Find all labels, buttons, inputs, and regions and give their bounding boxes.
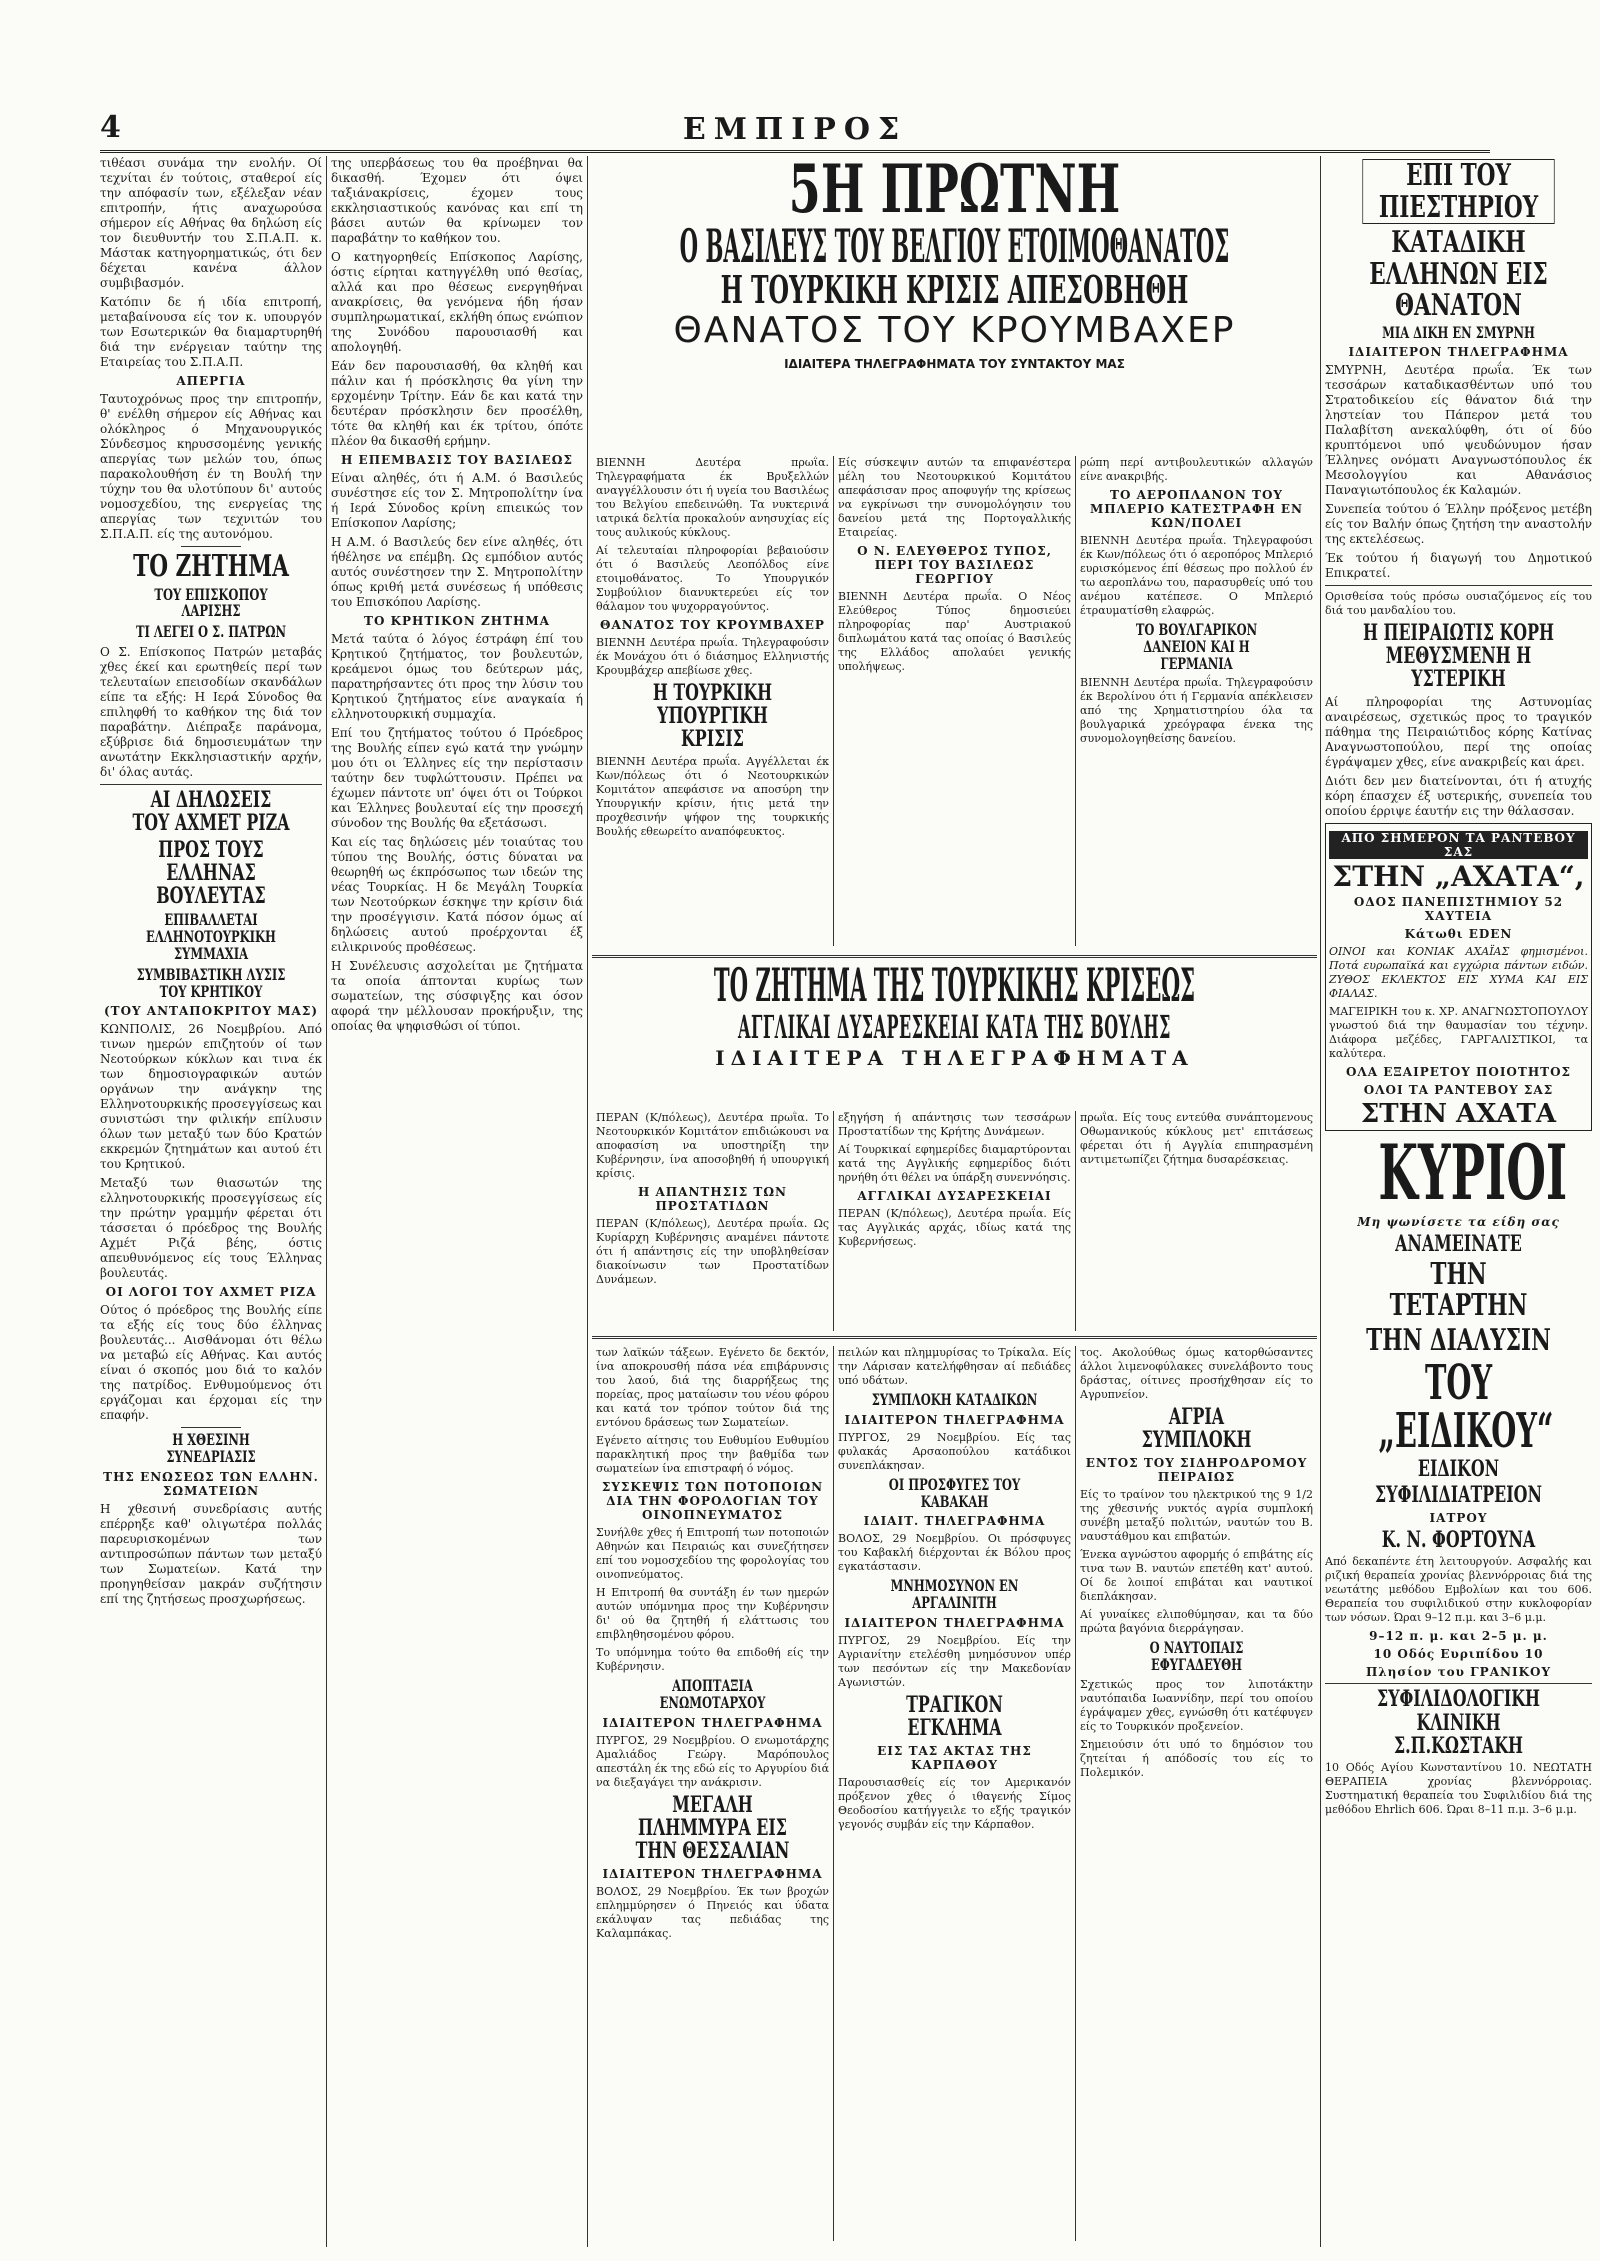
article-text: Επί του ζητήματος τούτου ό Πρόεδρος της Βουλής είπεν εγώ κατά την γνώμην μου ότι οι Έλληνες είς την περίστασιν ταύτην δεν τυφλώττουσιν. Πρέπει να έχωμεν πάντοτε υπ' όψει ότι οι Τούρκοι και Έλληνες βουλευταί είς την προσεχή σύνοδον της Βουλής θα εξετάσωσι. <box>331 726 583 830</box>
column-6 <box>1325 156 1592 2247</box>
article-text: ΒΙΕΝΝΗ Δευτέρα πρωΐα. Τηλεγραφούσι έκ Κων/πόλεως ότι ό αεροπόρος Μπλεριό ευρισκόμενος έπί θέσεως προ πολλού έν τω αεροπλάνω του, παρασυρθείς υπό του ανέμου κατέπεσε. Ο Μπλεριό έτραυματίσθη ελαφρώς. <box>1080 534 1313 617</box>
article-text: ΒΙΕΝΝΗ Δευτέρα πρωΐα. Τηλεγραφούσιν έκ Βερολίνου ότι ή Γερμανία απέκλεισεν από της Χρηματιστηρίου όλα τα βουλγαρικά χρεόγραφα ένεκα της συνομολογηθείσης δανείου. <box>1080 676 1313 746</box>
section-heading: ΙΔΙΑΙΤΕΡΟΝ ΤΗΛΕΓΡΑΦΗΜΑ <box>844 1615 1065 1630</box>
article-text: Αί γυναίκες ελιποθύμησαν, και τα δύο πρώτα βαγόνια διερράγησαν. <box>1080 1608 1313 1636</box>
headline: ΤΡΑΓΙΚΟΝ ΕΓΚΛΗΜΑ <box>906 1691 1003 1742</box>
banner-headline: Η ΤΟΥΡΚΙΚΗ ΚΡΙΣΙΣ ΑΠΕΣΟΒΗΘΗ <box>720 267 1189 313</box>
headline: ΑΠΟΠΤΑΞΙΑ ΕΝΩΜΟΤΑΡΧΟΥ <box>659 1676 766 1712</box>
headline: Η ΠΕΙΡΑΙΩΤΙΣ ΚΟΡΗ ΜΕΘΥΣΜΕΝΗ Η ΥΣΤΕΡΙΚΗ <box>1362 620 1554 693</box>
ad-heading: ΤΟΥ „ΕΙΔΙΚΟΥ“ <box>1378 1355 1554 1460</box>
headline: ΙΔΙΑΙΤΕΡΑ ΤΗΛΕΓΡΑΦΗΜΑΤΑ <box>715 1046 1194 1070</box>
section-heading: ΤΟ ΑΕΡΟΠΛΑΝΟΝ ΤΟΥ ΜΠΛΕΡΙΟ ΚΑΤΕΣΤΡΑΦΗ ΕΝ ΚΩΝ/ΠΟΛΕΙ <box>1090 488 1303 530</box>
article-text: Εάν δεν παρουσιασθή, θα κληθή και πάλιν και ή πρόσκλησις θα γίνη την ερχομένην Τρίτην. Εάν δε και κατά την δευτέραν πρόσκλησιν δεν προσέλθη, τότε θα κληθή και έκ τρίτου, όπότε πλέον θα δικασθή ερήμην. <box>331 359 583 448</box>
section-heading: ΙΔΙΑΙΤ. ΤΗΛΕΓΡΑΦΗΜΑ <box>863 1514 1046 1529</box>
article-text: Αί Τουρκικαί εφημερίδες διαμαρτύρονται κατά της Αγγλικής εφημερίδος διότι ηρνήθη ότι θέλει να ύπάρξη συνεννόησις. <box>838 1143 1071 1184</box>
ad-heading: ΤΗΝ ΤΕΤΑΡΤΗΝ <box>1389 1256 1528 1324</box>
news-column <box>592 1111 833 1331</box>
ad-text: Από δεκαπέντε έτη λειτουργούν. Ασφαλής και ριζική θεραπεία χρονίας βλεννόρροιας διά της νεωτάτης μεθόδου Εμβολίων και του 606. Θεραπεία του συφιλιδικού στην κυκλοφορίαν των νόσων. Ώραι 9–12 π.μ. και 3–6 μ.μ. <box>1325 1555 1592 1625</box>
article-text: Είναι αληθές, ότι ή Α.Μ. ό Βασιλεύς συνέστησε είς τον Σ. Μητροπολίτην ίνα ή Ιερά Σύνοδος κρίνη επιεικώς τον Επίσκοπον Λαρίσης; <box>331 471 583 530</box>
column-2 <box>331 156 583 2247</box>
article-text: ρώπη περί αντιβουλευτικών αλλαγών είνε ανακριβής. <box>1080 456 1313 483</box>
headline: ΑΙ ΔΗΛΩΣΕΙΣ ΤΟΥ ΑΧΜΕΤ ΡΙΖΑ <box>132 786 290 836</box>
headline: ΜΝΗΜΟΣΥΝΟΝ ΕΝ ΑΡΓΑΛΙΝΙΤΗ <box>890 1576 1019 1613</box>
headline: Ο ΝΑΥΤΟΠΑΙΣ ΕΦΥΓΑΔΕΥΘΗ <box>1149 1638 1244 1674</box>
center-spread <box>592 150 1317 2246</box>
headline: ΤΟΥ ΕΠΙΣΚΟΠΟΥ ΛΑΡΙΣΗΣ <box>154 584 268 621</box>
news-column <box>833 1111 1075 1331</box>
news-column <box>1075 456 1317 946</box>
ad-text: 10 Οδός Αγίου Κωνσταντίνου 10. ΝΕΩΤΑΤΗ ΘΕΡΑΠΕΙΑ χρονίας βλεννόρροιας. Συστηματική θεραπεία του Συφιλιδίου διά της μεθόδου Ehrlich 606. Ώραι 8–11 π.μ. 3–6 μ.μ. <box>1325 1760 1592 1816</box>
ad-text: Μη ψωνίσετε τα είδη σας <box>1357 1214 1560 1229</box>
headline: ΕΠΙΒΑΛΛΕΤΑΙ ΕΛΛΗΝΟΤΟΥΡΚΙΚΗ ΣΥΜΜΑΧΙΑ <box>146 910 276 963</box>
headline: ΠΡΟΣ ΤΟΥΣ ΕΛΛΗΝΑΣ ΒΟΥΛΕΥΤΑΣ <box>156 837 266 910</box>
ad-stin: ΣΤΗΝ <box>1332 859 1426 893</box>
section-heading: Ο Ν. ΕΛΕΥΘΕΡΟΣ ΤΥΠΟΣ, ΠΕΡΙ ΤΟΥ ΒΑΣΙΛΕΩΣ ΓΕΩΡΓΙΟΥ <box>857 544 1052 586</box>
ad-heading: Κ. Ν. ΦΟΡΤΟΥΝΑ <box>1381 1527 1536 1554</box>
article-text: ΒΟΛΟΣ, 29 Νοεμβρίου. Έκ των βροχών επλημμύρησεν ό Πηνειός και ύδατα εκάλυψαν τας πεδιάδας της Καλαμπάκας. <box>596 1884 829 1940</box>
headline: ΣΥΜΠΛΟΚΗ ΚΑΤΑΔΙΚΩΝ <box>871 1390 1038 1409</box>
article-text: Ο κατηγορηθείς Επίσκοπος Λαρίσης, όστις είρηται κατηγγέλθη υπό θεσίας, αλλά και προ θέσεως ενεργηθήναι ανακρίσεις, θα γενόμενα ήδη ήσαν συμπληρωματικαί, εκλήθη όπως ενώπιον της Συνόδου παρουσιασθή και απολογηθή. <box>331 250 583 354</box>
divider <box>592 1336 1317 1339</box>
article-text: της υπερβάσεως του θα προέβηναι θα δικασθή. Έχομεν ότι όψει ταξιάνακρίσεις, έχομεν τους εκκλησιαστικούς κανόνας και επί τη βάσει αυτών θα κρίνωμεν τον παραβάτην το καθήκον του. <box>331 156 583 245</box>
byline: (ΤΟΥ ΑΝΤΑΠΟΚΡΙΤΟΥ ΜΑΣ) <box>103 1004 319 1019</box>
divider <box>181 1427 241 1428</box>
page-number: 4 <box>100 110 121 145</box>
section-heading: Η ΕΠΕΜΒΑΣΙΣ ΤΟΥ ΒΑΣΙΛΕΩΣ <box>341 453 573 467</box>
column-rule <box>326 156 327 2247</box>
article-text: ΠΕΡΑΝ (Κ/πόλεως), Δευτέρα πρωΐα. Είς τας Αγγλικάς αρχάς, ιδίως κατά της Κυβερνήσεως. <box>838 1207 1071 1248</box>
headline: ΤΟ ΖΗΤΗΜΑ ΤΗΣ ΤΟΥΡΚΙΚΗΣ ΚΡΙΣΕΩΣ <box>713 958 1196 1012</box>
article-text: Σημειούσιν ότι υπό το δημόσιον του ζητείται ή απόδοσίς του είς το Πολεμικόν. <box>1080 1737 1313 1779</box>
headline: Η ΧΘΕΣΙΝΗ ΣΥΝΕΔΡΙΑΣΙΣ <box>166 1430 256 1467</box>
article-text: Διότι δεν μεν διατείνονται, ότι ή ατυχής κόρη έπασχεν έξ υστερικής, συνεπεία του οποίου έρριψε έαυτήν εις την θάλασσαν. <box>1325 773 1592 818</box>
headline: ΤΟ ΖΗΤΗΜΑ <box>133 549 289 584</box>
article-text: Αί πληροφορίαι της Αστυνομίας αναιρέσεως, σχετικώς προς το τραγικόν πάθημα της Πειραιώτιδος κόρης Κατίνας Αναγνωστοπούλου, περί της οποίας έγράψαμεν χθες, είνε ανακριβείς και άρει. <box>1325 694 1592 769</box>
headline: ΤΟ ΒΟΥΛΓΑΡΙΚΟΝ ΔΑΝΕΙΟΝ ΚΑΙ Η ΓΕΡΜΑΝΙΑ <box>1135 620 1258 673</box>
section-heading: ΑΠΕΡΓΙΑ <box>176 374 246 388</box>
headline: ΤΙ ΛΕΓΕΙ Ο Σ. ΠΑΤΡΩΝ <box>135 622 287 642</box>
article-text: ΒΙΕΝΝΗ Δευτέρα πρωΐα. Τηλεγραφούσιν έκ Μονάχου ότι ό διάσημος Ελληνιστής Κρουμβάχερ απεβίωσε χθες. <box>596 636 829 677</box>
ad-heading: ΟΛΟΙ ΤΑ ΡΑΝΤΕΒΟΥ ΣΑΣ <box>1363 1082 1554 1097</box>
section-heading: Η ΑΠΑΝΤΗΣΙΣ ΤΩΝ ΠΡΟΣΤΑΤΙΔΩΝ <box>637 1185 788 1213</box>
banner-subline: ΙΔΙΑΙΤΕΡΑ ΤΗΛΕΓΡΑΦΗΜΑΤΑ ΤΟΥ ΣΥΝΤΑΚΤΟΥ ΜΑΣ <box>784 357 1125 372</box>
column-rule <box>1320 156 1321 2247</box>
divider <box>1325 1683 1592 1684</box>
ad-heading: ΕΙΔΙΚΟΝ <box>1417 1456 1500 1483</box>
headline: ΣΥΜΒΙΒΑΣΤΙΚΗ ΛΥΣΙΣ ΤΟΥ ΚΡΗΤΙΚΟΥ <box>136 964 286 1001</box>
news-column <box>592 456 833 946</box>
article-text: τος. Ακολούθως όμως κατορθώσαντες άλλοι λιμενοφύλακες συνελάβοντο τους δράστας, οίτινες προσήχθησαν είς το Αγρυπνείον. <box>1080 1346 1313 1401</box>
headline: ΟΙ ΠΡΟΣΦΥΓΕΣ ΤΟΥ ΚΑΒΑΚΑΗ <box>888 1474 1021 1511</box>
ad-text: Πλησίον του ΓΡΑΝΙΚΟΥ <box>1365 1665 1552 1680</box>
news-column <box>833 1346 1075 2241</box>
article-text: ΠΕΡΑΝ (Κ/πόλεως), Δευτέρα πρωΐα. Το Νεοτουρκικόν Κομιτάτον επιδιώκουσι να αποφασίση να υποστηρίξη την Κυβέρνησιν, ίνα αποσοβηθή ή υπουργική κρίσις. <box>596 1111 829 1180</box>
ad-title <box>1329 859 1588 893</box>
column-1 <box>100 156 322 2247</box>
article-text: Συνήλθε χθες ή Επιτροπή των ποτοποιών Αθηνών και Πειραιώς και συνεζήτησεν επί του νομοσχεδίου της φορολογίας του οινοπνεύματος. <box>596 1526 829 1581</box>
article-text: Ταυτοχρόνως προς την επιτροπήν, θ' ενέλθη σήμερον είς Αθήνας και ολόκληρος ό Μηχανουργικός Σύνδεσμος κηρυσσομένης γενικής απεργίας των μελών του, όπως παρακολουθήση έν τη Βουλή την τύχην του θα υλοτύπουν δι' αυτούς νομοσχεδίου, της ενεργείας της απεργίας των τεχνιτών του Σ.Π.Α.Π. είς της αυτονόμου. <box>100 392 322 541</box>
news-column <box>1075 1346 1317 2241</box>
article-text: Η Επιτροπή θα συντάξη έν των ημερών αυτών υπόμνημα προς την Κυβέρνησιν δι' ού θα ζητηθή ή ελάττωσις του επιβληθησομένου φόρου. <box>596 1586 829 1641</box>
headline: ΑΓΓΛΙΚΑΙ ΔΥΣΑΡΕΣΚΕΙΑΙ ΚΑΤΑ ΤΗΣ ΒΟΥΛΗΣ <box>738 1008 1171 1046</box>
section-heading: ΤΟ ΚΡΗΤΙΚΟΝ ΖΗΤΗΜΑ <box>364 614 550 628</box>
ad-address: ΟΔΟΣ ΠΑΝΕΠΙΣΤΗΜΙΟΥ 52 ΧΑΥΤΕΙΑ <box>1353 894 1564 923</box>
paper-title: ΕΜΠΙΡΟΣ <box>682 112 908 147</box>
headline: ΜΕΓΑΛΗ ΠΛΗΜΜΥΡΑ ΕΙΣ ΤΗΝ ΘΕΣΣΑΛΙΑΝ <box>635 1791 790 1864</box>
advertisement-axata <box>1325 823 1592 1131</box>
masthead <box>100 110 1490 153</box>
section-heading: ΙΔΙΑΙΤΕΡΟΝ ΤΗΛΕΓΡΑΦΗΜΑ <box>1348 345 1569 360</box>
section-heading: ΙΔΙΑΙΤΕΡΟΝ ΤΗΛΕΓΡΑΦΗΜΑ <box>602 1715 823 1730</box>
news-column <box>833 456 1075 946</box>
banner-headline: 5Η ΠΡΩΤΝΗ <box>788 150 1121 228</box>
headline: ΚΑΤΑΔΙΚΗ ΕΛΛΗΝΩΝ ΕΙΣ ΘΑΝΑΤΟΝ <box>1369 225 1548 323</box>
article-text: ΠΥΡΓΟΣ, 29 Νοεμβρίου. Ο ενωμοτάρχης Αμαλιάδος Γεώργ. Μαρόπουλος απεστάλη έκ της εδώ είς το Αργυρίου διά να διεξαγάγει την ανάκρισιν. <box>596 1733 829 1789</box>
section-heading: ΟΙ ΛΟΓΟΙ ΤΟΥ ΑΧΜΕΤ ΡΙΖΑ <box>105 1285 317 1300</box>
article-text: Μετά ταύτα ό λόγος έστράφη έπί του Κρητικού ζητήματος, τον βουλευτών, κρεάμενοι όμως του δεύτερων μάς, παρατηρήσαντες ότι προς την λύσιν του Κρητικού ζητήματος είνε αναγκαία ή ελληνοτουρκική συμμαχία. <box>331 632 583 721</box>
article-text: ΒΙΕΝΝΗ Δευτέρα πρωΐα. Ο Νέος Ελεύθερος Τύπος δημοσιεύει πληροφορίας παρ' Αυστριακού διπλωμάτου κατά τας οποίας ό Βασιλεύς της Ελλάδος απολαύει γενικής υπολήψεως. <box>838 590 1071 673</box>
article-text: Σχετικώς προς τον λιποτάκτην ναυτόπαιδα Ιωαννίδην, περί του οποίου έγράψαμεν χθες, εγνώσθη ότι κατέφυγεν είς το Τουρκικόν προξενείον. <box>1080 1677 1313 1733</box>
ad-text: ΜΑΓΕΙΡΙΚΗ του κ. ΧΡ. ΑΝΑΓΝΩΣΤΟΠΟΥΛΟΥ γνωστού διά την θαυμασίαν του τέχνην. Διάφορα μεζέδες, ΓΑΡΓΑΛΙΣΤΙΚΟΙ, τα καλύτερα. <box>1329 1004 1588 1060</box>
divider <box>181 546 241 547</box>
article-text: ΒΙΕΝΝΗ Δευτέρα πρωΐα. Αγγέλλεται έκ Κων/πόλεως ότι ό Νεοτουρκικών Κομιτάτον απεφάσισε να αποσύρη την Υπουργικήν κρίσιν, ήτις μετά την προχθεσινήν ψήφον της τουρκικής Βουλής εθεωρείτο αναπόφευκτος. <box>596 755 829 839</box>
section-heading: ΙΔΙΑΙΤΕΡΟΝ ΤΗΛΕΓΡΑΦΗΜΑ <box>844 1412 1065 1427</box>
article-text: Ένεκα αγνώστου αφορμής ό επιβάτης είς τινα των Β. ναυτών επετέθη κατ' αυτού. Οί δε λοιποί επιβάται και ναυτικοί διεπλάκησαν. <box>1080 1548 1313 1604</box>
article-text: Ο Σ. Επίσκοπος Πατρών μεταβάς χθες έκεί και ερωτηθείς περί των τελευταίων επεισοδίων σκανδάλων είπε τα εξής: Η Ιερά Σύνοδος θα επιληφθή το καθήκον της διά τον παραβάτην. Διέπραξε παράνομα, εξύβρισε διά δημοσιευμάτων την ανωτάτην Εκκλησιαστικήν αρχήν, δι' όλας αυτάς. <box>100 644 322 779</box>
article-text: τιθέασι συνάμα την ενολήν. Οί τεχνίται έν τούτοις, σταθεροί είς την απόφασίν των, εξέλεξαν νέαν επιτροπήν, ήτις αναχωρούσα σήμερον είς Αθήνας θα δηλώση είς τον διευθυντήν του Σ.Π.Α.Π. κ. Μάστακ κατηγορηματικώς, ότι δεν δέχεται κανένα άλλον συμβιβασμόν. <box>100 156 322 290</box>
headline: ΑΓΡΙΑ ΣΥΜΠΛΟΚΗ <box>1141 1404 1252 1454</box>
ad-text: ΟΙΝΟΙ και ΚΟΝΙΑΚ ΑΧΑΪΑΣ φημισμένοι. Ποτά ευρωπαϊκά και εγχώρια πάντων ειδών. ΖΥΘΟΣ ΕΚΛΕΚΤΟΣ ΕΙΣ ΧΥΜΑ ΚΑΙ ΕΙΣ ΦΙΑΛΑΣ. <box>1329 944 1588 1000</box>
section-heading: ΑΓΓΛΙΚΑΙ ΔΥΣΑΡΕΣΚΕΙΑΙ <box>857 1189 1052 1203</box>
section-heading: ΘΑΝΑΤΟΣ ΤΟΥ ΚΡΟΥΜΒΑΧΕΡ <box>600 618 825 632</box>
turkish-crisis-block <box>592 951 1317 1070</box>
ad-text: 10 Οδός Ευριπίδου 10 <box>1373 1647 1544 1662</box>
banner-headline: Ο ΒΑΣΙΛΕΥΣ ΤΟΥ ΒΕΛΓΙΟΥ ΕΤΟΙΜΟΘΑΝΑΤΟΣ <box>679 219 1230 273</box>
article-text: των λαϊκών τάξεων. Εγένετο δε δεκτόν, ίνα αποκρουσθή πάσα νέα επιβάρυνσις του λαού, διά της διαρρήξεως της πορείας, προς ματαίωσιν του νέου φόρου και κατά τον τρόπον τούτον διά της εντόνου δράσεως των Σωματείων. <box>596 1346 829 1429</box>
headline: Η ΤΟΥΡΚΙΚΗ ΥΠΟΥΡΓΙΚΗ ΚΡΙΣΙΣ <box>652 680 773 753</box>
article-text: ΒΙΕΝΝΗ Δευτέρα πρωΐα. Τηλεγραφήματα έκ Βρυξελλών αναγγέλλουσιν ότι ή υγεία του Βασιλέως του Βελγίου επεδεινώθη. Τα νυκτερινά ιατρικά δελτία προκαλούν ανησυχίας είς τους αυλικούς κύκλους. <box>596 456 829 539</box>
news-column <box>592 1346 833 2241</box>
article-text: εξηγήση ή απάντησις των τεσσάρων Προστατίδων της Κρήτης Δυνάμεων. <box>838 1111 1071 1138</box>
section-heading: ΙΔΙΑΙΤΕΡΟΝ ΤΗΛΕΓΡΑΦΗΜΑ <box>602 1866 823 1881</box>
ad-heading: ΑΝΑΜΕΙΝΑΤΕ <box>1395 1230 1522 1257</box>
ad-title: ΣΤΗΝ ΑΧΑΤΑ <box>1360 1098 1557 1129</box>
ad-eden: Κάτωθι EDEN <box>1404 926 1513 941</box>
article-text: Ορισθείσα τούς πρόσω ουσιαζόμενος είς του διά του μανδαλίου του. <box>1325 590 1592 618</box>
column-rule <box>587 156 588 2247</box>
article-text: ΚΩΝΠΟΛΙΣ, 26 Νοεμβρίου. Από τινων ημερών επιζητούν οί των Νεοτούρκων κύκλων και τινα έκ των δημοσιογραφικών αυτών οργάνων την ανάγκην της Ελληνοτουρκικής προσεγγίσεως και συνιστώσι την φιλικήν επίλυσιν όλων των μεταξύ των δύο Κρατών εκκρεμών ζητημάτων και αυτού έτι του Κρητικού. <box>100 1022 322 1172</box>
ad-heading: ΙΑΤΡΟΥ <box>1429 1511 1488 1526</box>
ad-heading: ΟΛΑ ΕΞΑΙΡΕΤΟΥ ΠΟΙΟΤΗΤΟΣ <box>1345 1064 1572 1079</box>
ad-text: 9–12 π. μ. και 2–5 μ. μ. <box>1369 1629 1548 1644</box>
section-heading: ΕΙΣ ΤΑΣ ΑΚΤΑΣ ΤΗΣ ΚΑΡΠΑΘΟΥ <box>877 1744 1032 1773</box>
section-heading: ΕΝΤΟΣ ΤΟΥ ΣΙΔΗΡΟΔΡΟΜΟΥ ΠΕΙΡΑΙΩΣ <box>1085 1456 1308 1485</box>
article-text: Η Συνέλευσις ασχολείται με ζητήματα τα οποία άπτονται κυρίως των σωματείων, της σύσφιγξης και όσον αφορά την μέλλουσαν προκήρυξιν, της οποίας θα ψηφισθώσι οί τύποι. <box>331 959 583 1033</box>
section-heading: ΣΥΣΚΕΨΙΣ ΤΩΝ ΠΟΤΟΠΟΙΩΝ ΔΙΑ ΤΗΝ ΦΟΡΟΛΟΓΙΑΝ ΤΟΥ ΟΙΝΟΠΝΕΥΜΑΤΟΣ <box>601 1480 824 1522</box>
article-text: Είς σύσκεψιν αυτών τα επιφανέστερα μέλη του Νεοτουρκικού Κομιτάτου απεφάσισαν προς αποφυγήν της κρίσεως να εγκρίνωσι την συνομολόγησιν του δανείου μετά της Πορτογαλλικής Εταιρείας. <box>838 456 1071 539</box>
headline: ΕΠΙ ΤΟΥ ΠΙΕΣΤΗΡΙΟΥ <box>1362 159 1554 224</box>
article-text: Η χθεσινή συνεδρίασις αυτής επέρρηξε καθ' ολιγωτέρα πολλάς παρευρισκομένων των αντιπροσώπων πάντων των μεταξύ των Σωματείων. Κατά την προηγηθείσαν μακράν συζήτησιν επί της ζητήσεως προσχωρήσεως. <box>100 1501 322 1606</box>
article-text: Το υπόμνημα τούτο θα επιδοθή είς την Κυβέρνησιν. <box>596 1646 829 1673</box>
article-text: πειλών και πλημμυρίσας το Τρίκαλα. Είς την Λάρισαν κατελήφθησαν αί πεδιάδες υπό υδάτων. <box>838 1346 1071 1387</box>
news-column <box>1075 1111 1317 1331</box>
article-text: Έκ τούτου ή διαγωγή του Δημοτικού Επικρατεί. <box>1325 551 1592 581</box>
article-text: πρωΐα. Είς τους εντεύθα συνάπτομενους Οθωμανικούς κύκλους μετ' επιτάσεως φέρεται ότι ή Αγγλία επιπηρασμένη αντιμετωπίζει ζήτημα δυσαρέσκειας. <box>1080 1111 1313 1166</box>
section-heading: ΤΗΣ ΕΝΩΣΕΩΣ ΤΩΝ ΕΛΛΗΝ. ΣΩΜΑΤΕΙΩΝ <box>103 1469 319 1498</box>
ad-heading: ΑΠΟ ΣΗΜΕΡΟΝ ΤΑ ΡΑΝΤΕΒΟΥ ΣΑΣ <box>1329 831 1588 859</box>
ad-heading: ΣΥΦΙΛΙΔΙΑΤΡΕΙΟΝ <box>1375 1482 1542 1509</box>
article-text: ΒΟΛΟΣ, 29 Νοεμβρίου. Οι πρόσφυγες του Καβακλή διέρχονται έκ Βόλου προς εγκατάστασιν. <box>838 1532 1071 1574</box>
article-text: Ούτος ό πρόεδρος της Βουλής είπε τα εξής είς τους δύο έλληνας βουλευτάς... Αισθάνομαι ότι θέλω να μεταβώ είς Αθήνας. Και αυτός είναι ό σκοπός μου διά το καλόν της πατρίδος. Ενθυμούμενος ότι εργάζομαι και έρχομαι είς την επαφήν. <box>100 1303 322 1423</box>
article-text: ΣΜΥΡΝΗ, Δευτέρα πρωΐα. Έκ των τεσσάρων καταδικασθέντων υπό του Στρατοδικείου είς θάνατον διά την ληστείαν του Πάπερον μετά του Παλαβίτση ανεκαλύφθη, ότι οί δύο κρυπτόμενοι υπό ψευδώνυμον ήσαν Έλληνες ονόματι Αναγνωστόπουλος έκ Μεσολογγίου και Αθανάσιος Παναγιωτόπουλος έκ Καλαμών. <box>1325 363 1592 498</box>
news-grid <box>592 456 1317 946</box>
article-text: Εγένετο αίτησις του Ευθυμίου Ευθυμίου παρακλητική προς την βαθμίδα των σωματείων ίνα επιστραφή ό νόμος. <box>596 1434 829 1475</box>
article-text: ΠΕΡΑΝ (Κ/πόλεως), Δευτέρα πρωΐα. Ως Κυρίαρχη Κυβέρνησις αναμένει πάντοτε ότι ή απάντησις είς την υποβληθείσαν διακοίνωσιν των Προστατίδων Δυνάμεων. <box>596 1217 829 1286</box>
divider <box>100 784 322 785</box>
article-text: Είς το τραίνον του ηλεκτρικού της 9 1/2 της χθεσινής νυκτός αγρία συμπλοκή συνέβη μεταξύ πολιτών, ναυτών του Β. ναυστάθμου και επιβατών. <box>1080 1488 1313 1544</box>
article-text: Αί τελευταίαι πληροφορίαι βεβαιούσιν ότι ό Βασιλεύς Λεοπόλδος είνε ετοιμοθάνατος. Το Υπουργικόν Συμβούλιον διανυκτερεύει είς τον θάλαμον του ψυχορραγούντος. <box>596 544 829 613</box>
article-text: Και είς τας δηλώσεις μέν τοιαύτας του τύπου της Βουλής, όστις δύναται να θεωρηθή ως έκπρόσωπος των ιδεών της νέας Τουρκίας. Η δε Μεγάλη Τουρκία των Νεοτούρκων έσκηψε την κρίσιν διά την προσέγγισιν. Κατά πόσον όμως αί δηλώσεις αυτού προέρχονται έξ ειλικρινούς προθέσεως. <box>331 835 583 954</box>
article-text: Κατόπιν δε ή ιδία επιτροπή, μεταβαίνουσα είς τον κ. υπουργόν των Εσωτερικών θα διαμαρτυρηθή διά την ενέργειαν ταύτην της Εταιρείας του Σ.Π.Α.Π. <box>100 295 322 369</box>
divider <box>1325 585 1592 586</box>
banner-headline: ΘΑΝΑΤΟΣ ΤΟΥ ΚΡΟΥΜΒΑΧΕΡ <box>673 310 1236 352</box>
article-text: Μεταξύ των θιασωτών της ελληνοτουρκικής προσεγγίσεως είς την πρώτην γραμμήν φέρεται ότι τάσσεται ό πρόεδρος της Βουλής Αχμέτ Ριζά βέης, όστις απευθυνόμενος είς τους Έλληνας βουλευτάς. <box>100 1176 322 1281</box>
ad-heading: ΤΗΝ ΔΙΑΛΥΣΙΝ <box>1366 1322 1551 1358</box>
article-text: Η Α.Μ. ό Βασιλεύς δεν είνε αληθές, ότι ήθέλησε να επέμβη. Ως εμπόδιον αυτός αυτός συνέστησεν την Σ. Μητροπολίτην όπως κριθή μετά συνέσεως ή υπόθεσις του Επισκόπου Λαρίσης. <box>331 535 583 609</box>
ad-axata: „ΑΧΑΤΑ“, <box>1434 859 1585 893</box>
article-text: Παρουσιασθείς είς τον Αμερικανόν πρόξενον χθες ό ιθαγενής Σίμος Θεοδοσίου κατήγγειλε το εξής τραγικόν γεγονός συμβάν είς την Κάρπαθον. <box>838 1776 1071 1832</box>
article-text: Συνεπεία τούτου ό Έλλην πρόξενος μετέβη είς τον Βαλήν όπως ζητήση την αναστολήν της εκτελέσεως. <box>1325 502 1592 547</box>
news-grid <box>592 1111 1317 1331</box>
news-grid <box>592 1346 1317 2241</box>
ad-heading: ΣΥΦΙΛΙΔΟΛΟΓΙΚΗ ΚΛΙΝΙΚΗ Σ.Π.ΚΩΣΤΑΚΗ <box>1377 1686 1540 1759</box>
ad-kyrioi: ΚΥΡΙΟΙ <box>1378 1127 1568 1217</box>
article-text: ΠΥΡΓΟΣ, 29 Νοεμβρίου. Είς την Αγριανίτην ετελέσθη μνημόσυνον υπέρ των πεσόντων είς την Μακεδονίαν Αγωνιστών. <box>838 1633 1071 1689</box>
headline: ΜΙΑ ΔΙΚΗ ΕΝ ΣΜΥΡΝΗ <box>1382 322 1535 342</box>
article-text: ΠΥΡΓΟΣ, 29 Νοεμβρίου. Είς τας φυλακάς Αρσαοπούλου κατάδικοι συνεπλάκησαν. <box>838 1430 1071 1472</box>
